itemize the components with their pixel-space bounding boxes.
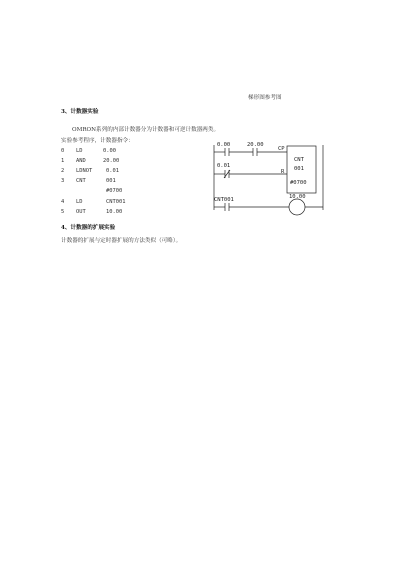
counter-type: CNT (294, 157, 304, 163)
output-label: 10.00 (289, 194, 306, 200)
step-number: 1 (61, 158, 65, 164)
contact-label: 0.00 (217, 142, 231, 148)
counter-preset: #0700 (290, 180, 307, 186)
contact-label: 0.01 (217, 163, 231, 169)
step-number: 3 (61, 178, 65, 184)
section-3-heading: 3、计数器实验 (61, 109, 99, 115)
instruction: AND (76, 158, 86, 164)
ladder-diagram (205, 138, 335, 230)
step-number: 2 (61, 168, 65, 174)
operand: 0.01 (106, 168, 119, 174)
operand: 10.00 (106, 209, 123, 215)
counter-number: 001 (294, 166, 304, 172)
operand: 001 (106, 178, 116, 184)
section-4-heading: 4、计数器的扩展实验 (61, 225, 116, 231)
step-number: 0 (61, 148, 65, 154)
instruction: LD (76, 199, 83, 205)
section-3-paragraph-1: OMRON系列的内部计数器分为计数器和可逆计数器两类。 (72, 127, 220, 133)
cp-label: CP (278, 146, 285, 152)
section-3-paragraph-2: 实验参考程序，计数器指令： (61, 138, 134, 144)
step-number: 5 (61, 209, 65, 215)
instruction-list (61, 148, 171, 220)
instruction: LDNOT (76, 168, 93, 174)
contact-label: CNT001 (214, 197, 234, 203)
operand: 0.00 (103, 148, 116, 154)
r-label: R (281, 169, 285, 175)
instruction: LD (76, 148, 83, 154)
figure-caption: 梯形图参考图 (248, 95, 282, 101)
output-coil (289, 199, 305, 215)
contact-label: 20.00 (247, 142, 264, 148)
section-4-paragraph: 计数器的扩展与定时器扩展的方法类似（可略）。 (61, 238, 182, 244)
step-number: 4 (61, 199, 65, 205)
operand: CNT001 (106, 199, 126, 205)
instruction: OUT (76, 209, 86, 215)
operand: #0700 (106, 188, 123, 194)
operand: 20.00 (103, 158, 120, 164)
instruction: CNT (76, 178, 86, 184)
